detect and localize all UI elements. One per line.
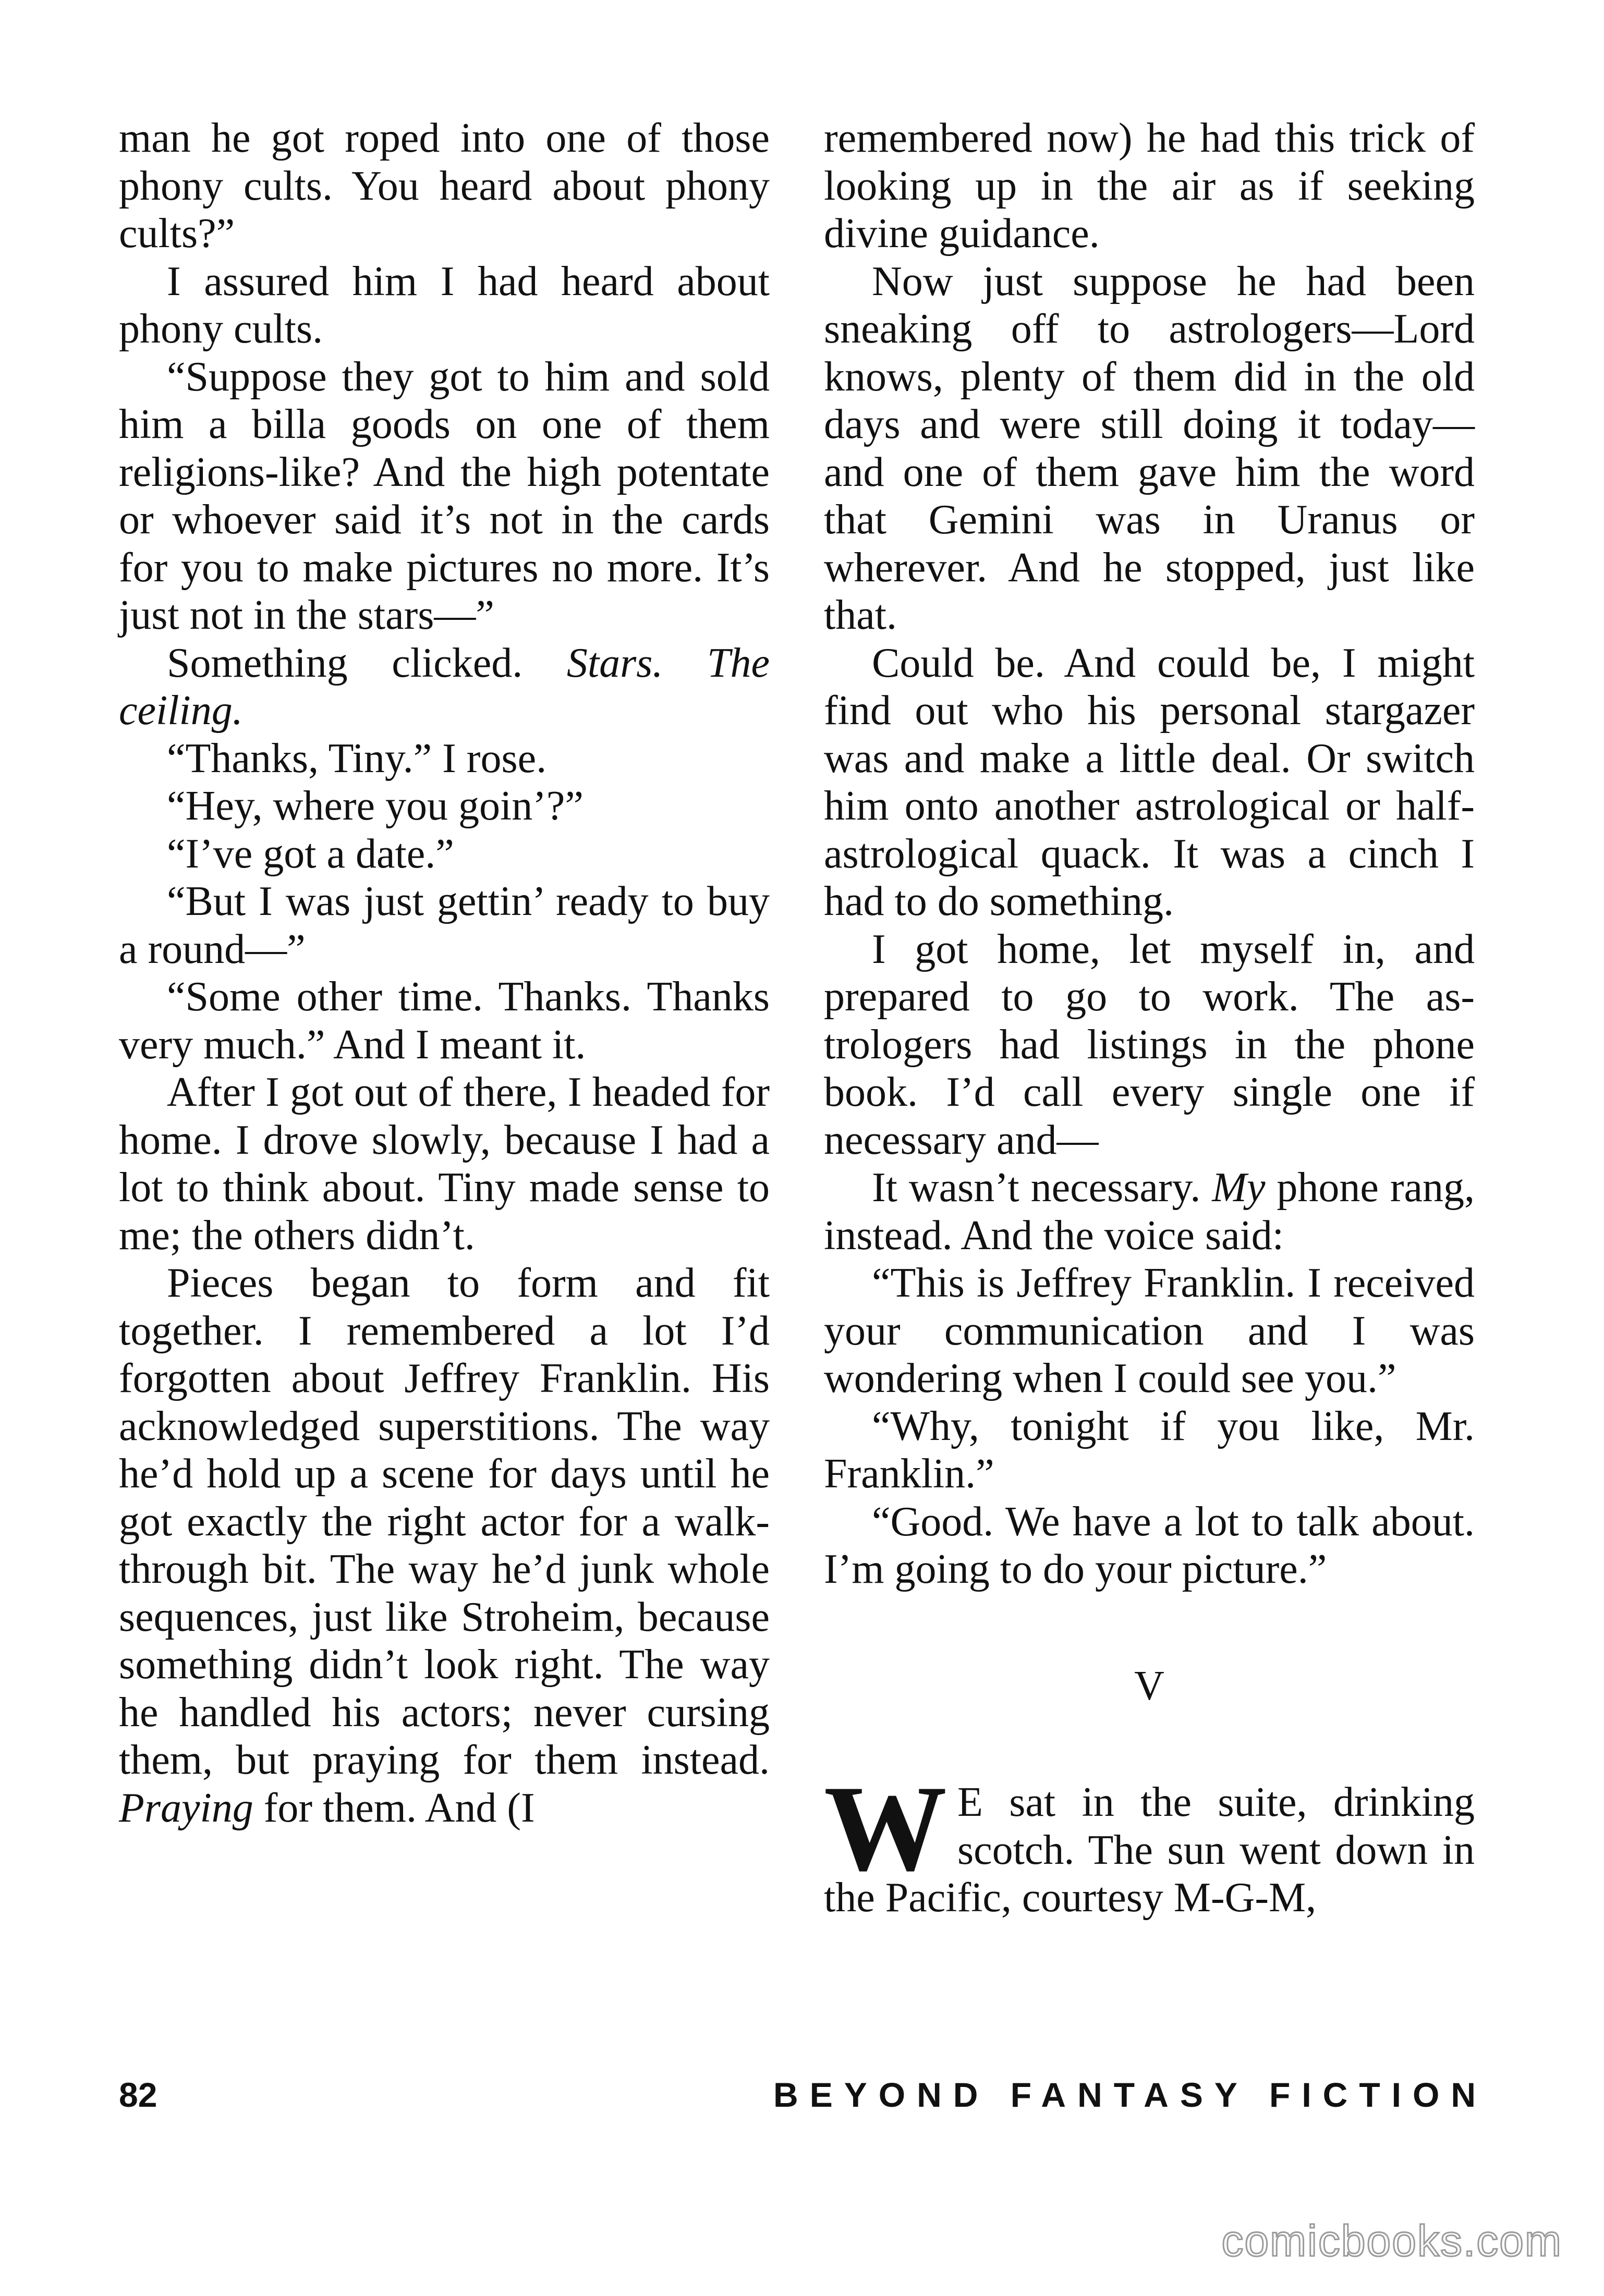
paragraph-text: Now just suppose he had been sneaking off to astrologers—Lord knows, plenty of them did in the old days and were still doing it today—and one of them gave him the word that Gemini was in Uranus or wherever. And he stopped, just like that.: [824, 258, 1475, 638]
emphasis-text: Praying: [119, 1785, 253, 1831]
paragraph: [119, 640, 770, 735]
paragraph: [824, 640, 1475, 926]
paragraph-text: It wasn’t necessary.: [872, 1165, 1212, 1211]
watermark: comicbooks.com: [1221, 2216, 1562, 2265]
paragraph: [824, 115, 1475, 258]
paragraph: [119, 878, 770, 973]
emphasis-text: My: [1212, 1165, 1266, 1211]
paragraph-text: “Some other time. Thanks. Thanks very much.” And I meant it.: [119, 974, 770, 1068]
dropcap-paragraph: [824, 1761, 1475, 1922]
right-column-paragraphs: [824, 115, 1475, 1594]
paragraph: [824, 1498, 1475, 1594]
drop-cap-initial: W: [824, 1761, 947, 1897]
paragraph: [119, 353, 770, 640]
paragraph: [824, 1403, 1475, 1498]
paragraph-text: I assured him I had heard about phony cults.: [119, 258, 770, 352]
paragraph: [824, 926, 1475, 1165]
paragraph: [119, 258, 770, 353]
paragraph: [119, 831, 770, 878]
paragraph-text: After I got out of there, I headed for home. I drove slowly, because I had a lot to think about. Tiny made sense to me; the others didn’t.: [119, 1069, 770, 1259]
paragraph-text: “Good. We have a lot to talk about. I’m going to do your picture.”: [824, 1498, 1475, 1592]
paragraph: [824, 1164, 1475, 1260]
paragraph-text: man he got roped into one of those phony cults. You heard about phony cults?”: [119, 115, 770, 257]
paragraph-text: “Hey, where you goin’?”: [167, 783, 584, 829]
right-column: [824, 115, 1475, 1922]
page-number: 82: [119, 2075, 157, 2114]
paragraph-text: “Why, tonight if you like, Mr. Franklin.”: [824, 1403, 1475, 1497]
paragraph-text: remembered now) he had this trick of looking up in the air as if seeking divine guidance.: [824, 115, 1475, 257]
paragraph: [119, 735, 770, 783]
paragraph-text: “Thanks, Tiny.” I rose.: [167, 735, 547, 781]
paragraph: [824, 1260, 1475, 1403]
paragraph: [824, 258, 1475, 640]
paragraph-text-tail: for them. And (I: [253, 1785, 535, 1831]
paragraph-text-tail: phone rang, instead. And the voice said:: [824, 1165, 1475, 1259]
paragraph-text: “Suppose they got to him and sold him a billa goods on one of them religions-like? And the high potentate or whoever said it’s not in the cards for you to make pictures no more. It’s just not in the stars—”: [119, 353, 770, 638]
paragraph-text: “This is Jeffrey Franklin. I received your communication and I was wondering when I could see you.”: [824, 1260, 1475, 1401]
paragraph-text: I got home, let myself in, and prepared to go to work. The astrologers had listings in the phone book. I’d call every single one if necessary and—: [824, 926, 1475, 1163]
section-heading: V: [1134, 1663, 1164, 1709]
paragraph-text: “But I was just gettin’ ready to buy a round—”: [119, 878, 770, 972]
paragraph-text: Pieces began to form and fit together. I remembered a lot I’d forgotten about Jeffrey Franklin. His acknowledged superstitions. The way he’d hold up a scene for days until he got exactly the right actor for a walk-through bit. The way he’d junk whole sequences, just like Stroheim, because something didn’t look right. The way he handled his actors; never cursing them, but praying for them instead.: [119, 1260, 770, 1783]
paragraph-text: Could be. And could be, I might find out who his personal stargazer was and make a little deal. Or switch him onto another astrological or half-astrological quack. It was a cinch I had to do something.: [824, 640, 1475, 924]
paragraph: [119, 783, 770, 831]
paragraph-text: “I’ve got a date.”: [167, 831, 454, 877]
paragraph: [119, 1260, 770, 1832]
paragraph: [119, 115, 770, 258]
paragraph: [119, 1069, 770, 1260]
paragraph: [119, 973, 770, 1069]
emphasis-text: Stars. The ceiling.: [119, 640, 770, 734]
dropcap-paragraph-text: E sat in the suite, drinking scotch. The sun went down in the Pacific, courtesy M-G-M,: [824, 1779, 1475, 1921]
left-column: [119, 115, 770, 1832]
running-title: BEYOND FANTASY FICTION: [773, 2075, 1487, 2114]
paragraph-text: Something clicked.: [167, 640, 567, 686]
